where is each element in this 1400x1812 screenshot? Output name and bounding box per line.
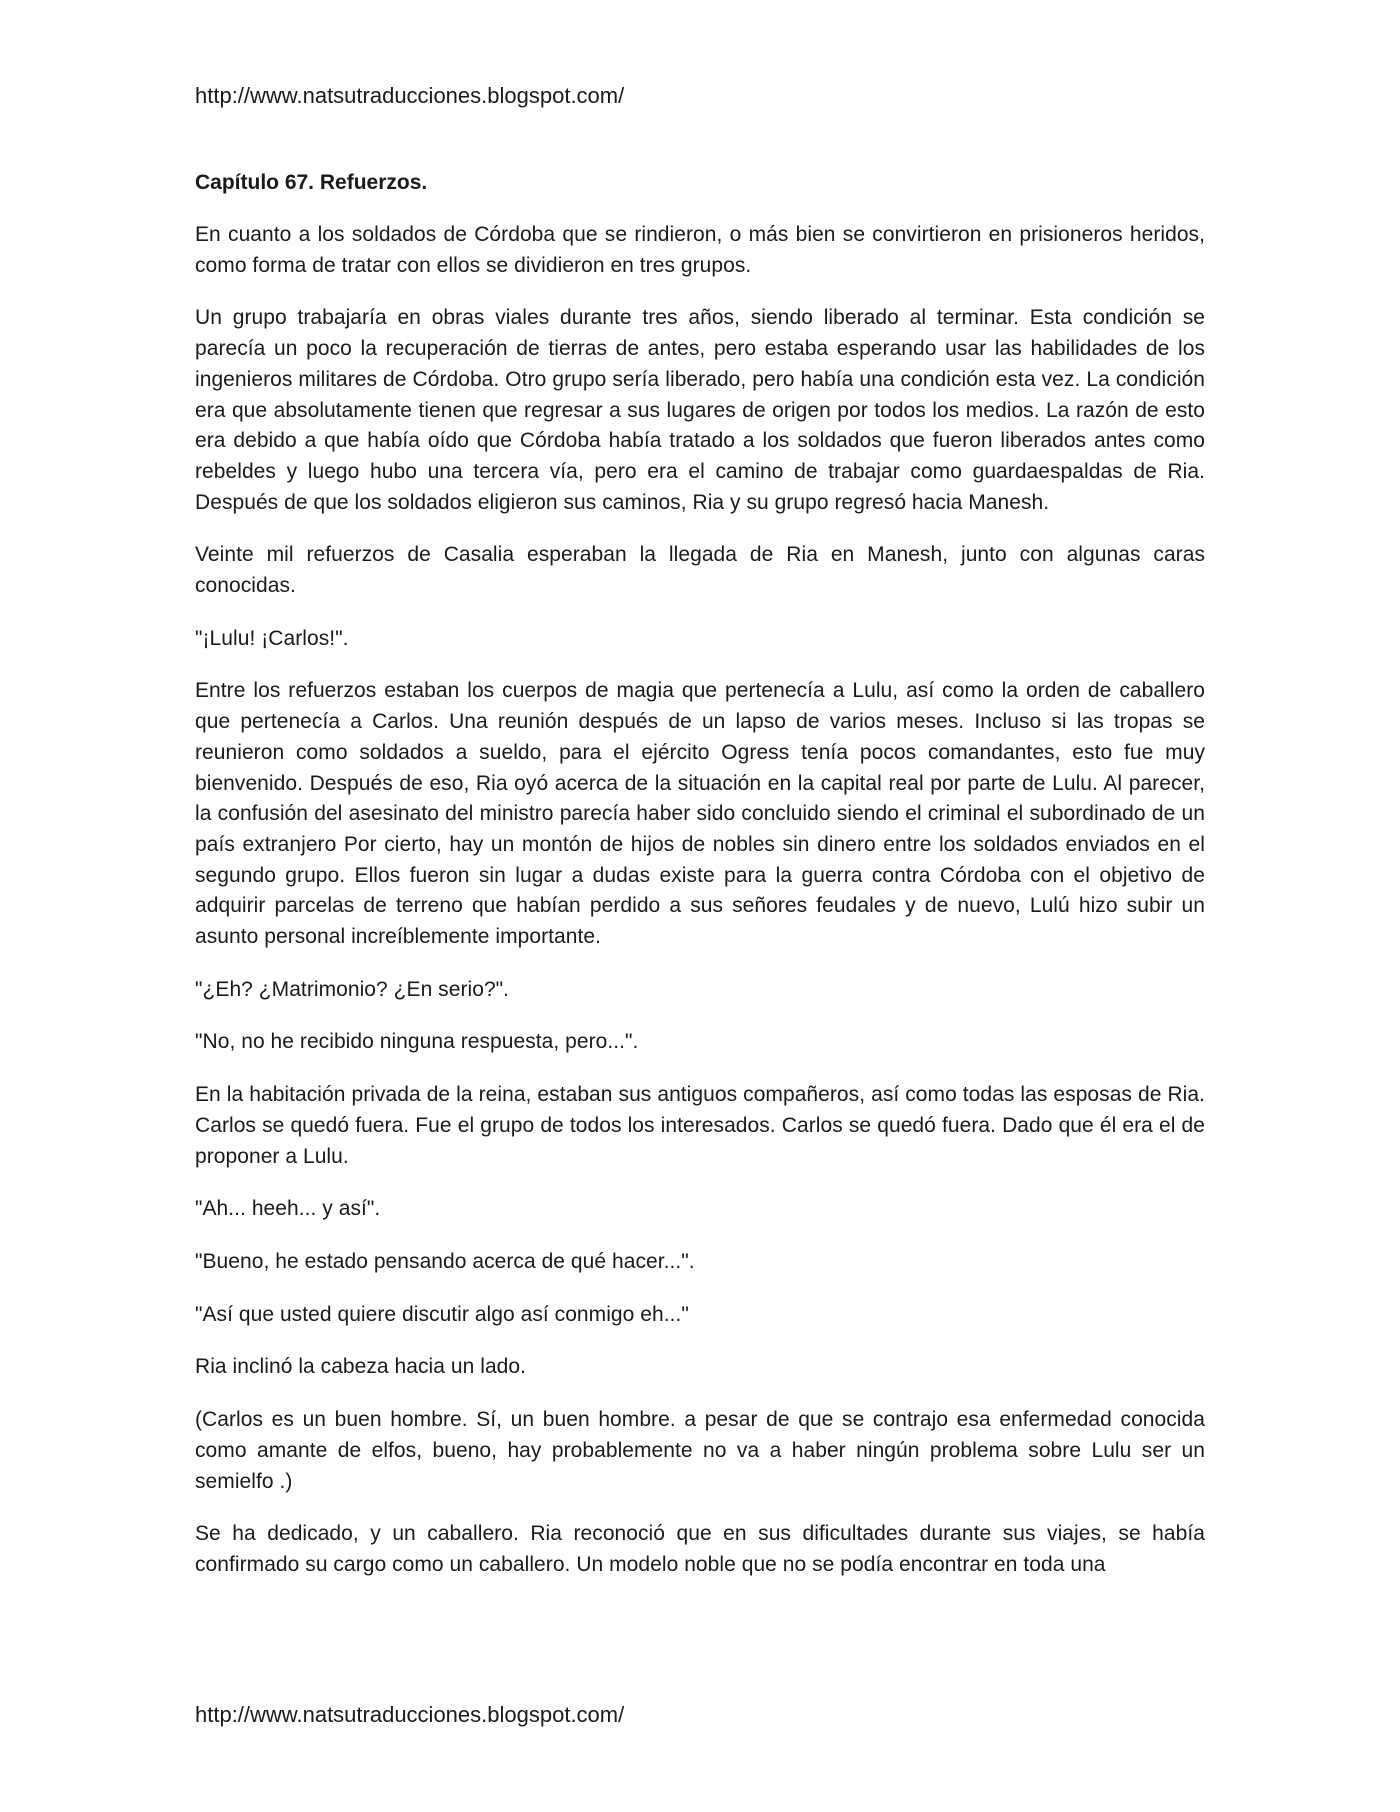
paragraph: Entre los refuerzos estaban los cuerpos de magia que pertenecía a Lulu, así como la orden de caballero que pertenecía a Carlos. Una reunión después de un lapso de varios meses. Incluso si las tropas se reunieron como soldados a sueldo, para el ejército Ogress tenía pocos comandantes, esto fue muy bienvenido. Después de eso, Ria oyó acerca de la situación en la capital real por parte de Lulu. Al parecer, la confusión del asesinato del ministro parecía haber sido concluido siendo el criminal el subordinado de un país extranjero Por cierto, hay un montón de hijos de nobles sin dinero entre los soldados enviados en el segundo grupo. Ellos fueron sin lugar a dudas existe para la guerra contra Córdoba con el objetivo de adquirir parcelas de terreno que habían perdido a sus señores feudales y de nuevo, Lulú hizo subir un asunto personal increíblemente importante. (195, 679, 1205, 949)
chapter-title: Capítulo 67. Refuerzos. (195, 171, 428, 194)
footer-url: http://www.natsutraducciones.blogspot.com/ (195, 1702, 625, 1727)
dialogue-line: "Ah... heeh... y así". (195, 1197, 381, 1221)
chapter-body (195, 168, 1205, 1603)
header-url: http://www.natsutraducciones.blogspot.com/ (195, 83, 625, 108)
dialogue-line: "¿Eh? ¿Matrimonio? ¿En serio?". (195, 977, 510, 1001)
paragraph: Se ha dedicado, y un caballero. Ria reconoció que en sus dificultades durante sus viajes, se había confirmado su cargo como un caballero. Un modelo noble que no se podía encontrar en toda una (195, 1522, 1205, 1576)
paragraph: Ria inclinó la cabeza hacia un lado. (195, 1355, 527, 1379)
paragraph: Un grupo trabajaría en obras viales durante tres años, siendo liberado al terminar. Esta condición se parecía un poco la recuperación de tierras de antes, pero estaba esperando usar las habilidades de los ingenieros militares de Córdoba. Otro grupo sería liberado, pero había una condición esta vez. La condición era que absolutamente tienen que regresar a sus lugares de origen por todos los medios. La razón de esto era debido a que había oído que Córdoba había tratado a los soldados que fueron liberados antes como rebeldes y luego hubo una tercera vía, pero era el camino de trabajar como guardaespaldas de Ria. Después de que los soldados eligieron sus caminos, Ria y su grupo regresó hacia Manesh. (195, 306, 1205, 514)
paragraph: (Carlos es un buen hombre. Sí, un buen hombre. a pesar de que se contrajo esa enfermedad conocida como amante de elfos, bueno, hay probablemente no va a haber ningún problema sobre Lulu ser un semielfo .) (195, 1408, 1205, 1493)
paragraph: En cuanto a los soldados de Córdoba que se rindieron, o más bien se convirtieron en prisioneros heridos, como forma de tratar con ellos se dividieron en tres grupos. (195, 223, 1205, 277)
dialogue-line: "Bueno, he estado pensando acerca de qué hacer...". (195, 1249, 695, 1273)
dialogue-line: "Así que usted quiere discutir algo así conmigo eh..." (195, 1302, 689, 1326)
paragraph: En la habitación privada de la reina, estaban sus antiguos compañeros, así como todas las esposas de Ria. Carlos se quedó fuera. Fue el grupo de todos los interesados. Carlos se quedó fuera. Dado que él era el de proponer a Lulu. (195, 1083, 1205, 1168)
paragraph: Veinte mil refuerzos de Casalia esperaban la llegada de Ria en Manesh, junto con algunas caras conocidas. (195, 543, 1205, 598)
dialogue-line: "¡Lulu! ¡Carlos!". (195, 626, 349, 650)
dialogue-line: "No, no he recibido ninguna respuesta, pero...". (195, 1030, 639, 1054)
